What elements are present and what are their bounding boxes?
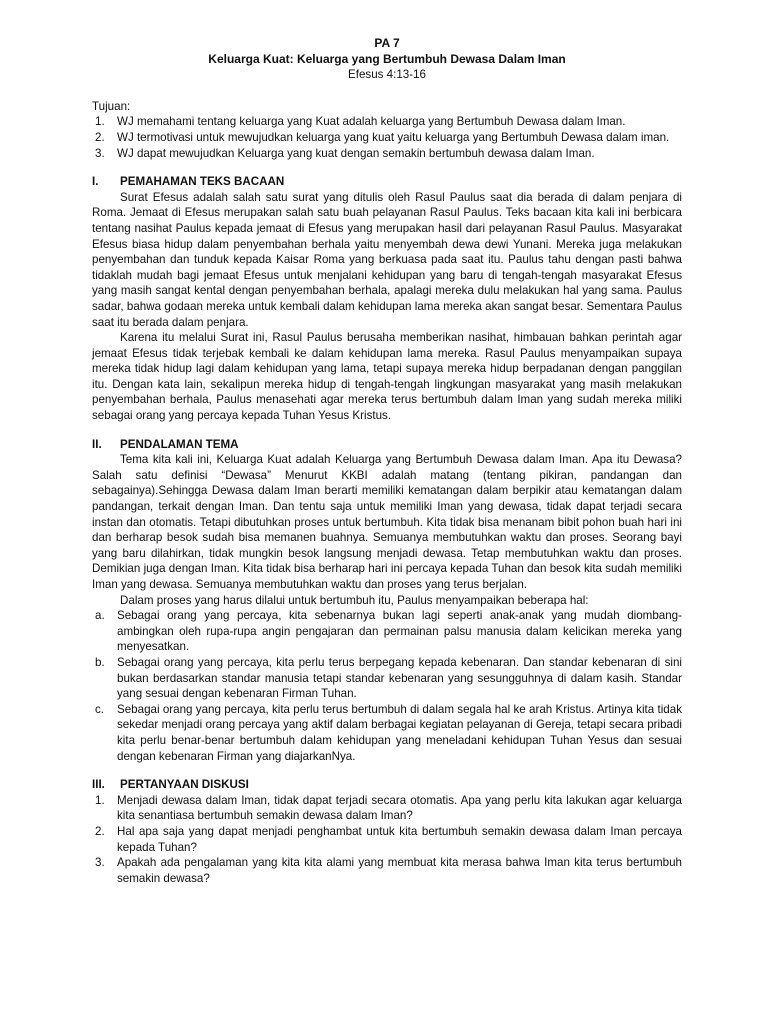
objective-text: WJ memahami tentang keluarga yang Kuat adalah keluarga yang Bertumbuh Dewasa dalam Iman.	[117, 115, 626, 129]
section-heading	[92, 437, 682, 453]
body-paragraph: Tema kita kali ini, Keluarga Kuat adalah Keluarga yang Bertumbuh Dewasa dalam Iman. Apa itu Dewasa? Salah satu definisi “Dewasa” Menurut KKBI adalah matang (tentang pikiran, pandangan dan sebagainya).Sehingga Dewasa dalam Iman berarti memiliki kematangan dalam berpikir atau kematangan dalam pandangan, terkait dengan Iman. Dan tentu saja untuk memiliki Iman yang dewasa, tidak dapat terjadi secara instan dan otomatis. Tetapi dibutuhkan proses untuk bertumbuh. Kita tidak bisa menanam bibit pohon buah hari ini dan berharap besok sudah bisa memanen buahnya. Semuanya membutuhkan waktu dan proses. Seorang bayi yang baru dilahirkan, tidak mungkin besok langsung menjadi dewasa. Tetap membutuhkan waktu dan proses. Demikian juga dengan Iman. Kita tidak bisa berharap hari ini percaya kepada Tuhan dan besok kita sudah memiliki Iman yang dewasa. Semuanya membutuhkan waktu dan proses yang terus berjalan.	[92, 453, 682, 591]
point-item	[92, 655, 682, 702]
section-title: PEMAHAMAN TEKS BACAAN	[120, 175, 285, 189]
point-letter: a.	[95, 609, 105, 623]
section-title: PENDALAMAN TEMA	[120, 437, 239, 451]
objective-number: 3.	[95, 146, 105, 160]
point-text: Sebagai orang yang percaya, kita sebenarnya bukan lagi seperti anak-anak yang mudah diombang-ambingkan oleh rupa-rupa angin pengajaran dan permainan palsu manusia dalam kelicikan mereka yang menyesatkan.	[117, 609, 682, 654]
question-item	[92, 824, 682, 855]
question-text: Hal apa saja yang dapat menjadi penghambat untuk kita bertumbuh semakin dewasa dalam Iman percaya kepada Tuhan?	[117, 824, 682, 854]
objectives-label: Tujuan:	[92, 99, 131, 113]
objective-item	[92, 130, 682, 146]
body-paragraph: Karena itu melalui Surat ini, Rasul Paulus berusaha memberikan nasihat, himbauan bahkan perintah agar jemaat Efesus tidak terjebak kembali ke dalam kehidupan lama mereka. Rasul Paulus menyampaikan supaya mereka tidak hidup lagi dalam kehidupan yang lama, tetapi supaya mereka hidup berpadanan dengan panggilan itu. Dengan kata lain, sekalipun mereka hidup di tengah-tengah lingkungan masyarakat yang masih melakukan penyembahan berhala, Paulus menasehati agar mereka terus bertumbuh dalam Iman yang sudah mereka miliki sebagai orang yang percaya kepada Tuhan Yesus Kristus.	[92, 331, 682, 423]
objective-item	[92, 146, 682, 162]
question-text: Apakah ada pengalaman yang kita kita alami yang membuat kita merasa bahwa Iman kita terus bertumbuh semakin dewasa?	[117, 856, 682, 885]
section-text-understanding	[92, 174, 682, 424]
point-item	[92, 702, 682, 764]
point-text: Sebagai orang yang percaya, kita perlu terus berpegang kepada kebenaran. Dan standar kebenaran di sini bukan berdasarkan standar manusia tetapi standar kebenaran yang sesungguhnya di dalam kasih. Standar yang sesuai dengan kebenaran Firman Tuhan.	[117, 655, 682, 701]
document-title: Keluarga Kuat: Keluarga yang Bertumbuh Dewasa Dalam Iman	[208, 51, 566, 66]
objective-number: 2.	[95, 130, 105, 144]
point-item	[92, 608, 682, 655]
section-theme-deepening	[92, 437, 682, 764]
question-number: 3.	[95, 856, 105, 870]
point-text: Sebagai orang yang percaya, kita perlu terus bertumbuh di dalam segala hal ke arah Kristus. Artinya kita tidak sekedar menjadi orang percaya yang aktif dalam berbagai kegiatan pelayanan di Gereja, tetapi secara pribadi kita perlu benar-benar bertumbuh dalam kehidupan yang meneladani kehidupan Tuhan Yesus dan sesuai dengan kebenaran Firman yang diajarkanNya.	[117, 702, 682, 763]
question-number: 1.	[95, 793, 105, 807]
scripture-reference: Efesus 4:13-16	[348, 68, 426, 82]
document-header	[92, 36, 682, 83]
question-text: Menjadi dewasa dalam Iman, tidak dapat terjadi secara otomatis. Apa yang perlu kita lakukan agar keluarga kita senantiasa bertumbuh semakin dewasa dalam Iman?	[117, 793, 682, 823]
document-code: PA 7	[374, 36, 400, 50]
point-letter: b.	[95, 655, 105, 669]
section-numeral: III.	[92, 778, 105, 792]
section-numeral: I.	[92, 175, 99, 189]
objective-item	[92, 114, 682, 130]
objectives-list	[92, 114, 682, 161]
objectives-block	[92, 99, 682, 161]
objective-number: 1.	[95, 115, 105, 129]
section-numeral: II.	[92, 437, 102, 451]
objective-text: WJ dapat mewujudkan Keluarga yang kuat dengan semakin bertumbuh dewasa dalam Iman.	[117, 146, 595, 160]
point-letter: c.	[95, 702, 105, 716]
section-heading	[92, 777, 682, 793]
section-title: PERTANYAAN DISKUSI	[120, 778, 249, 792]
body-paragraph: Surat Efesus adalah salah satu surat yang ditulis oleh Rasul Paulus saat dia berada di dalam penjara di Roma. Jemaat di Efesus merupakan salah satu buah pelayanan Rasul Paulus. Teks bacaan kita kali ini berbicara tentang nasihat Paulus kepada jemaat di Efesus yang merupakan hasil dari pelayanan Rasul Paulus. Masyarakat Efesus biasa hidup dalam penyembahan berhala yaitu menyembah dewa dewi Yunani. Mereka juga melakukan penyembahan dan tunduk kepada Kaisar Roma yang berkuasa pada saat itu. Paulus tahu dengan pasti bahwa tidaklah mudah bagi jemaat Efesus untuk menjalani kehidupan yang baru di tengah-tengah masyarakat Efesus yang masih sangat kental dengan penyembahan berhala, apalagi mereka dulu melakukan hal yang sama. Paulus sadar, bahwa godaan mereka untuk kembali dalam kehidupan lama mereka akan sangat besar. Sementara Paulus saat itu berada dalam penjara.	[92, 190, 682, 329]
question-number: 2.	[95, 824, 105, 838]
question-item	[92, 793, 682, 824]
points-list	[92, 608, 682, 764]
section-heading	[92, 174, 682, 190]
objective-text: WJ termotivasi untuk mewujudkan keluarga yang kuat yaitu keluarga yang Bertumbuh Dewasa dalam iman.	[117, 130, 670, 144]
question-item	[92, 855, 682, 886]
section-discussion-questions	[92, 777, 682, 886]
list-intro: Dalam proses yang harus dilalui untuk bertumbuh itu, Paulus menyampaikan beberapa hal:	[120, 593, 589, 607]
questions-list	[92, 793, 682, 887]
